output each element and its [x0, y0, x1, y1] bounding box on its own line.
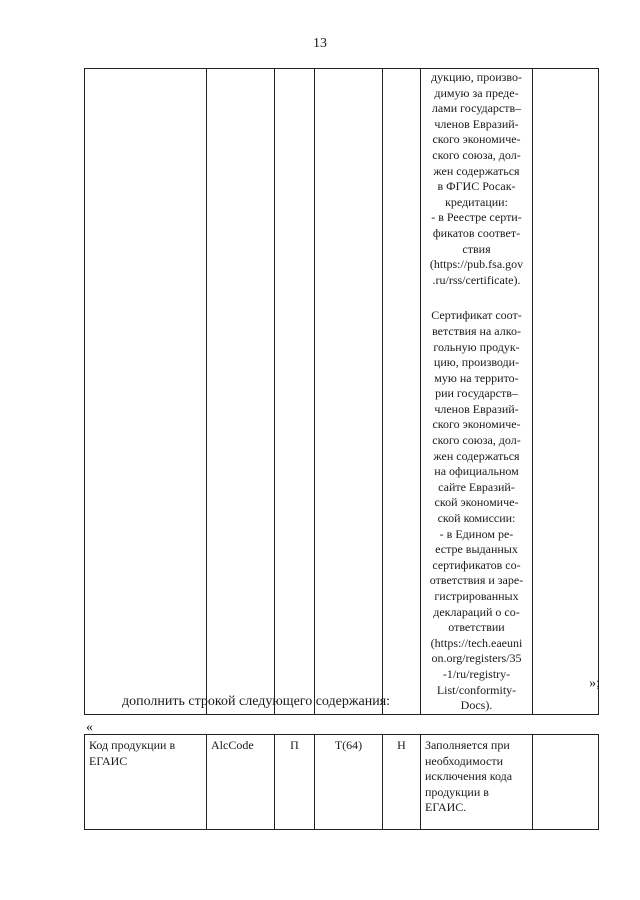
continued-table — [84, 68, 599, 715]
name-cell: Код продукции в ЕГАИС — [85, 735, 207, 830]
type-cell — [275, 69, 315, 715]
name-cell — [85, 69, 207, 715]
instruction-text: дополнить строкой следующего содержания: — [122, 694, 391, 709]
page-number: 13 — [313, 36, 327, 51]
format-cell — [315, 69, 383, 715]
tag-cell: AlcCode — [207, 735, 275, 830]
new-row-table — [84, 734, 599, 830]
description-cell: Заполняется при необходимости исключения кода продукции в ЕГАИС. — [421, 735, 533, 830]
extra-cell — [533, 69, 599, 715]
extra-cell — [533, 735, 599, 830]
mandatory-cell — [383, 69, 421, 715]
description-cell — [421, 69, 533, 715]
description-paragraph: дукцию, произво- димую за преде- лами государств– членов Евразий- ского экономиче- ского союза, дол- жен содержаться в ФГИС Росак- кредитации: - в Реестре серти- фикатов соответ- ствия (https://pub.fsa.gov .ru/rss/certificate). — [429, 70, 524, 287]
format-cell: T(64) — [315, 735, 383, 830]
mandatory-cell: Н — [383, 735, 421, 830]
closing-quote: »; — [589, 676, 600, 691]
table-row — [85, 735, 599, 830]
description-paragraph: Сертификат соот- ветствия на алко- гольную продук- цию, производи- мую на террито- рии государств– членов Евразий- ского экономиче- ского союза, дол- жен содержаться на официальном сайте Евразий- ской экономиче- ской комиссии: - в Едином ре- естре выданных сертификатов со- ответствия и заре- гистрированных деклараций о со- ответствии (https://tech.eaeuni on.org/registers/35 -1/ru/registry- List/conformity- Docs). — [429, 308, 524, 713]
table-row — [85, 69, 599, 715]
opening-quote: « — [86, 720, 93, 735]
type-cell: П — [275, 735, 315, 830]
tag-cell — [207, 69, 275, 715]
